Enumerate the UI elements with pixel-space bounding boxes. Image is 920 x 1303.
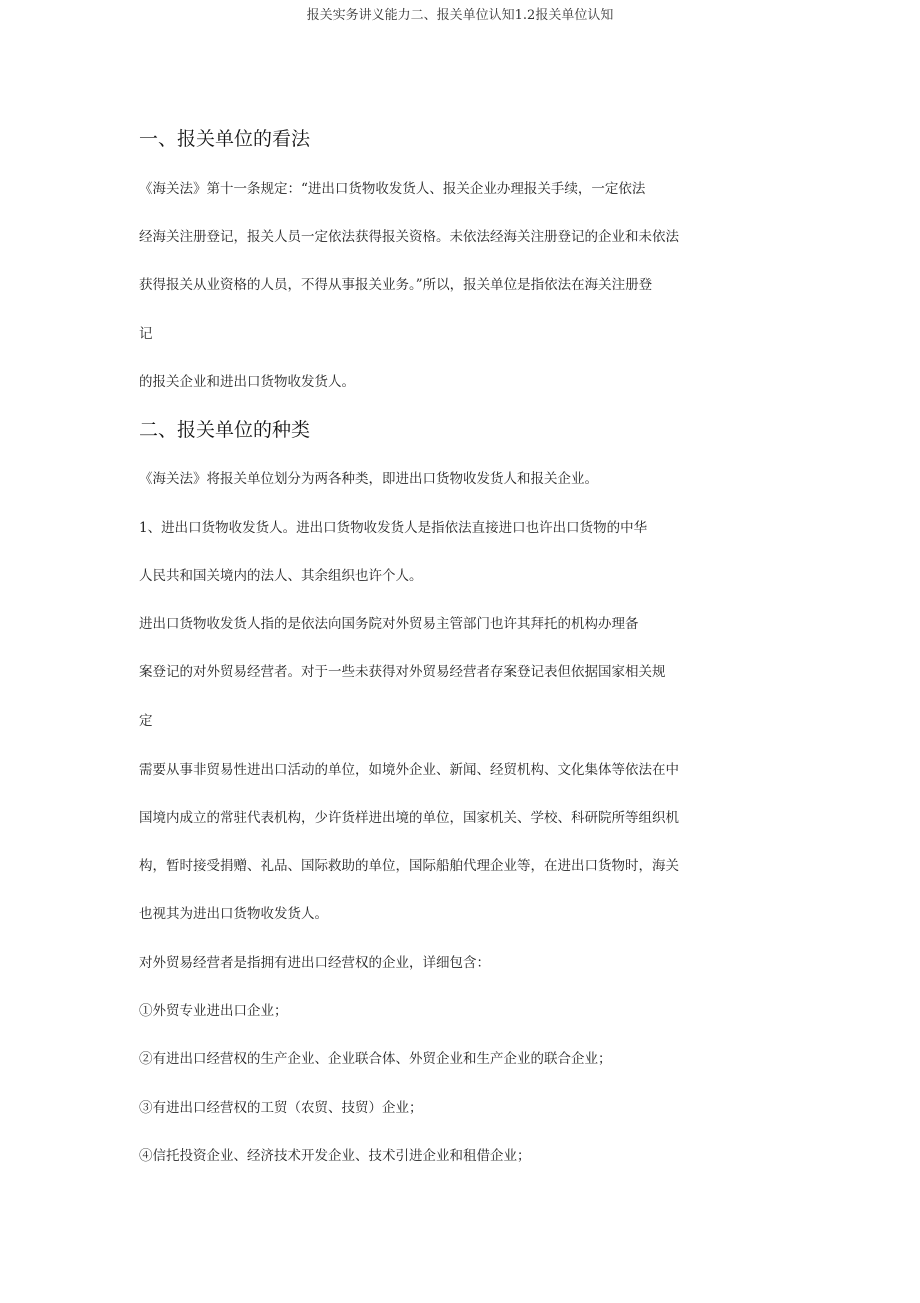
paragraph-line: 《海关法》第十一条规定：“进出口货物收发货人、报关企业办理报关手续，一定依法 (139, 181, 646, 197)
list-item: ④信托投资企业、经济技术开发企业、技术引进企业和租借企业； (139, 1148, 531, 1164)
paragraph-line: 定 (139, 713, 153, 729)
paragraph-line: 构，暂时接受捐赠、礼品、国际救助的单位，国际船舶代理企业等，在进出口货物时，海关 (139, 858, 679, 874)
paragraph-line: 的报关企业和进出口货物收发货人。 (139, 374, 355, 390)
paragraph-line: 人民共和国关境内的法人、其余组织也许个人。 (139, 568, 423, 584)
paragraph-line: 经海关注册登记，报关人员一定依法获得报关资格。未依法经海关注册登记的企业和未依法 (139, 229, 679, 245)
paragraph-line: 1、进出口货物收发货人。进出口货物收发货人是指依法直接进口也许出口货物的中华 (139, 520, 648, 536)
section-heading-2: 二、报关单位的种类 (139, 419, 311, 441)
paragraph-line: 进出口货物收发货人指的是依法向国务院对外贸易主管部门也许其拜托的机构办理备 (139, 616, 639, 632)
paragraph-line: 案登记的对外贸易经营者。对于一些未获得对外贸易经营者存案登记表但依据国家相关规 (139, 664, 666, 680)
section-heading-1: 一、报关单位的看法 (139, 128, 311, 150)
list-item: ①外贸专业进出口企业； (139, 1003, 288, 1019)
paragraph-line: 获得报关从业资格的人员，不得从事报关业务。”所以，报关单位是指依法在海关注册登 (139, 277, 653, 293)
list-item: ②有进出口经营权的生产企业、企业联合体、外贸企业和生产企业的联合企业； (139, 1051, 612, 1067)
page-header: 报关实务讲义能力二、报关单位认知1.2报关单位认知 (306, 8, 614, 23)
paragraph-line: 《海关法》将报关单位划分为两各种类，即进出口货物收发货人和报关企业。 (139, 471, 598, 487)
list-item: ③有进出口经营权的工贸（农贸、技贸）企业； (139, 1100, 423, 1116)
paragraph-line: 记 (139, 326, 153, 342)
paragraph-line: 需要从事非贸易性进出口活动的单位，如境外企业、新闻、经贸机构、文化集体等依法在中 (139, 762, 679, 778)
paragraph-line: 对外贸易经营者是指拥有进出口经营权的企业，详细包含： (139, 955, 490, 971)
paragraph-line: 国境内成立的常驻代表机构，少许货样进出境的单位，国家机关、学校、科研院所等组织机 (139, 810, 679, 826)
paragraph-line: 也视其为进出口货物收发货人。 (139, 906, 328, 922)
